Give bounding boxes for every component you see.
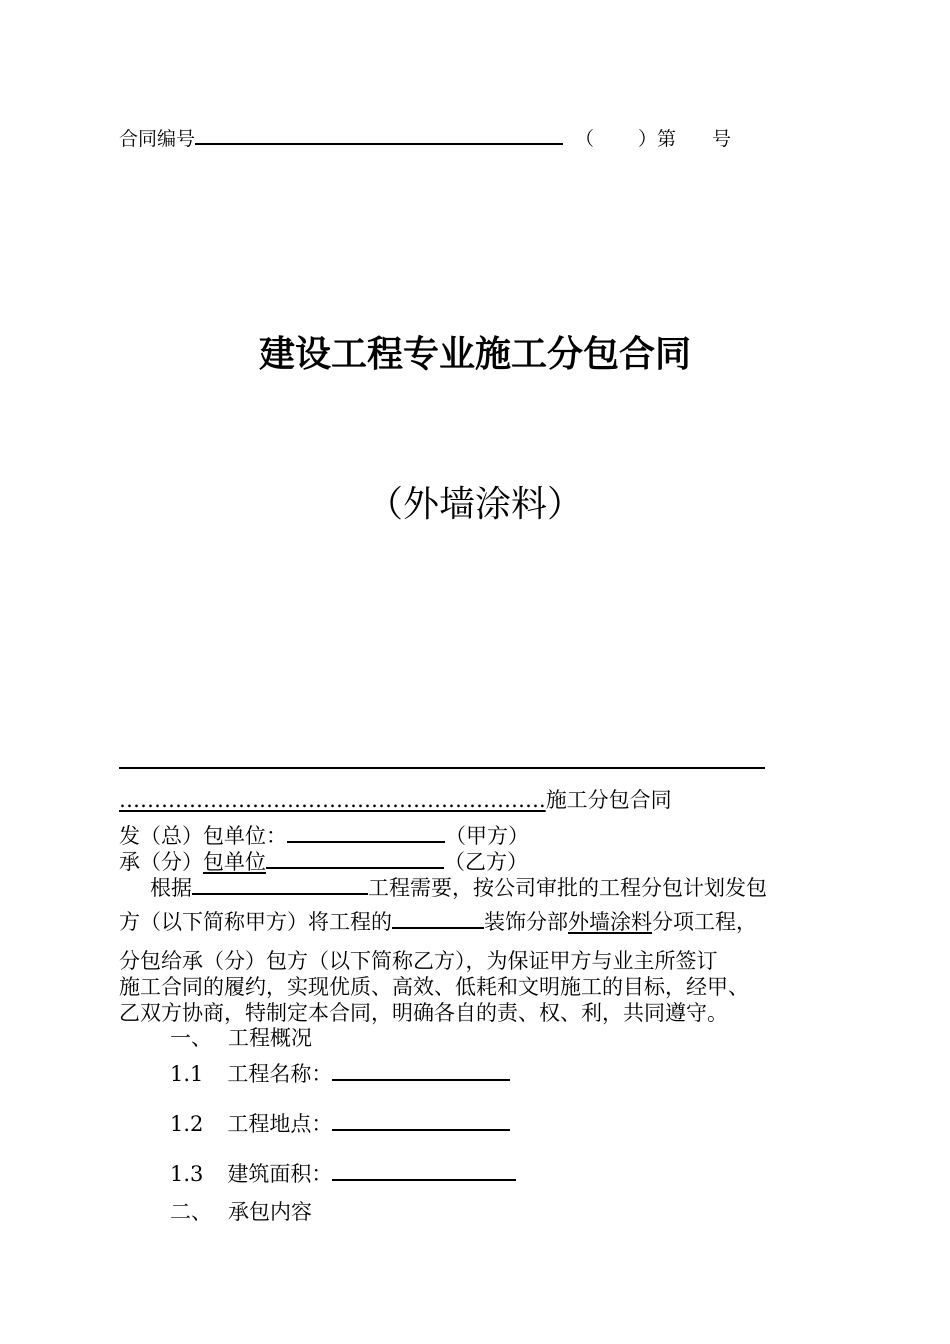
project-contract-line (119, 784, 672, 814)
body-text: 装饰分部 (484, 910, 568, 934)
body-line-2 (119, 906, 757, 936)
section-number: 二、 (170, 1200, 212, 1224)
section-1-heading (170, 1022, 312, 1052)
party-a-field[interactable] (287, 841, 445, 843)
party-a-tag: （甲方） (445, 824, 529, 848)
work-item-underlined: 外墙涂料 (568, 910, 652, 934)
project-name-input[interactable] (332, 1079, 510, 1081)
body-line-1 (150, 872, 767, 902)
document-title: 建设工程专业施工分包合同 (258, 334, 691, 375)
party-a-label: 发（总）包单位： (119, 824, 287, 848)
body-text: 方（以下简称甲方）将工程的 (119, 910, 392, 934)
project-name-field[interactable] (119, 767, 765, 769)
project-dots: ……………………………………………………. (119, 788, 546, 812)
contract-paren-close: ）第 (638, 128, 677, 150)
project-contract-suffix: 施工分包合同 (545, 788, 672, 812)
body-line-3: 分包给承（分）包方（以下简称乙方），为保证甲方与业主所签订 (119, 949, 718, 973)
project-section-field[interactable] (392, 927, 484, 929)
contract-number-suffix: 号 (712, 128, 732, 150)
item-label: 工程名称： (227, 1062, 333, 1086)
document-subtitle: （外墙涂料） (366, 484, 583, 525)
body-text: 根据 (150, 876, 192, 900)
contract-number-field[interactable] (195, 143, 563, 145)
section-2-heading (170, 1196, 312, 1226)
contract-number-label: 合同编号 (119, 128, 196, 150)
body-text: 分项工程， (652, 910, 757, 934)
body-text: 工程需要，按公司审批的工程分包计划发包 (368, 876, 767, 900)
body-line-5: 乙双方协商，特制定本合同，明确各自的责、权、利，共同遵守。 (119, 1001, 728, 1025)
body-line-4: 施工合同的履约，实现优质、高效、低耗和文明施工的目标，经甲、 (119, 975, 749, 999)
project-blank-field[interactable] (192, 893, 368, 895)
item-label: 工程地点： (227, 1112, 333, 1136)
item-1-1 (170, 1058, 510, 1088)
item-1-3 (170, 1158, 516, 1188)
item-number: 1.2 (170, 1112, 204, 1136)
section-title: 工程概况 (228, 1026, 312, 1050)
item-label: 建筑面积： (227, 1162, 333, 1186)
item-number: 1.3 (170, 1162, 204, 1186)
contract-paren-open: （ (575, 128, 595, 150)
contract-number-line (119, 124, 731, 151)
item-number: 1.1 (170, 1062, 204, 1086)
item-1-2 (170, 1108, 510, 1138)
party-b-label-underlined: 包单位 (203, 850, 266, 874)
section-number: 一、 (170, 1026, 212, 1050)
section-title: 承包内容 (228, 1200, 312, 1224)
party-b-label: 承（分） (119, 850, 203, 874)
project-location-input[interactable] (332, 1129, 510, 1131)
party-b-field[interactable] (266, 867, 444, 869)
building-area-input[interactable] (332, 1179, 516, 1181)
party-b-tag: （乙方） (444, 850, 528, 874)
